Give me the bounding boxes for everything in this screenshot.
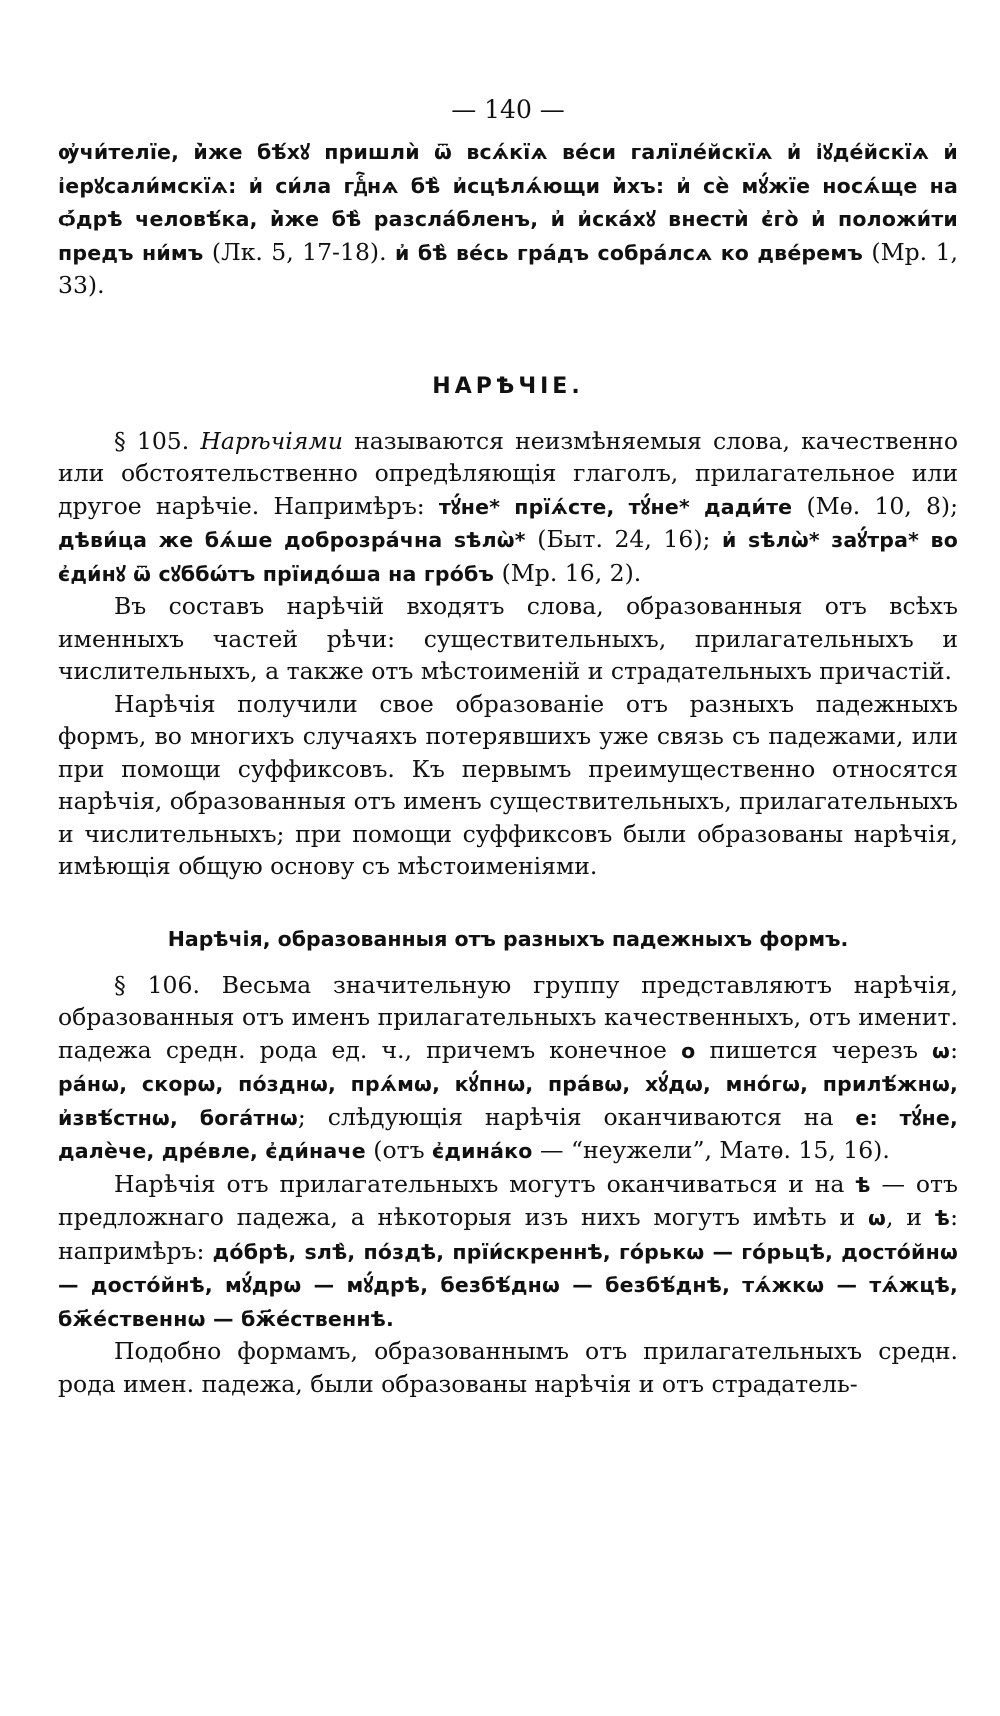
text: , и <box>885 1203 935 1231</box>
section-title: НАРѢЧІЕ. <box>432 373 584 399</box>
text: — “неужели”, Матѳ. 15, 16). <box>532 1136 890 1164</box>
paragraph-106-endings <box>58 1168 958 1336</box>
text: — отъ предложнаго падежа, а нѣкоторыя изъ нихъ могутъ имѣть и <box>58 1169 958 1231</box>
text: пишется черезъ <box>695 1035 933 1064</box>
subsection-title: Нарѣчія, образованныя отъ разныхъ падежныхъ формъ. <box>167 926 849 951</box>
term: Нарѣчіями <box>200 426 343 455</box>
text: называются неизмѣняемыя слова, качественно или обстоятельственно опредѣляющія глаголъ, прилагательное или другое нарѣчіе. Напримѣръ: <box>58 426 958 520</box>
reference: (Мр. 16, 2). <box>494 558 642 587</box>
church-slavonic-letter: ѡ <box>867 1206 886 1230</box>
reference: (Мѳ. 10, 8); <box>792 491 958 520</box>
text: : <box>950 1035 958 1064</box>
intro-paragraph <box>58 135 958 302</box>
church-slavonic-text: и҆ ѕѣлѡ̀* заꙋ́тра* во є҆ди́нꙋ ѿ сꙋббѡ́тъ прїидо́ша на гро́бъ <box>58 528 958 586</box>
page-number: — 140 — <box>451 95 565 124</box>
reference: (Лк. 5, 17-18). <box>203 237 395 266</box>
church-slavonic-letter: о <box>681 1038 696 1063</box>
church-slavonic-text: є҆дина́ко <box>432 1139 533 1163</box>
paragraph-106-passive: Подобно формамъ, образованнымъ отъ прилагательныхъ средн. рода имен. падежа, были образованы нарѣчія и отъ страдатель- <box>58 1337 958 1398</box>
text: § 106. Весьма значительную группу представляютъ нарѣчія, образованныя отъ именъ прилагательныхъ качественныхъ, отъ именит. падежа средн. рода ед. ч., причемъ конечное <box>58 970 958 1064</box>
text: (отъ <box>365 1136 433 1164</box>
church-slavonic-letter: ѣ <box>934 1206 951 1230</box>
church-slavonic-text: дѣви́ца же бѧ́ше доброзра́чна ѕѣлѡ̀* <box>58 528 526 552</box>
church-slavonic-text: ра́нѡ, скорѡ, по́зднѡ, прѧ́мѡ, кꙋ́пнѡ, пра́вѡ, хꙋ́дѡ, мно́гѡ, прилѣ́жнѡ, и҆звѣ́стнѡ, бога́тнѡ <box>58 1072 958 1130</box>
church-slavonic-text: е: тꙋ́не, далѐче, дре́вле, є҆ди́наче <box>58 1105 958 1163</box>
text: ; слѣдующія нарѣчія оканчиваются на <box>297 1102 856 1131</box>
reference: (Быт. 24, 16); <box>525 525 722 553</box>
text: : напримѣръ: <box>58 1203 958 1265</box>
reference: (Мр. 1, 33). <box>58 237 958 299</box>
paragraph-105 <box>58 425 958 591</box>
paragraph-106 <box>58 969 958 1168</box>
text: Нарѣчія отъ прилагательныхъ могутъ оканчиваться и на <box>114 1169 856 1198</box>
paragraph-105-formation: Нарѣчія получили свое образованіе отъ разныхъ падежныхъ формъ, во многихъ случаяхъ потерявшихъ уже связь съ падежами, или при помощи суффиксовъ. Къ первымъ преимущественно относятся нарѣчія, образованныя отъ именъ существительныхъ, прилагательныхъ и числительныхъ; при помощи суффиксовъ были образованы нарѣчія, имѣющія общую основу съ мѣстоименіями. <box>58 689 958 880</box>
church-slavonic-text: ѹ҆чи́телїе, и҆̀же бѣ́хꙋ пришлѝ ѿ всѧ́кїѧ ве́си галїле́йскїѧ и҆ і҆ꙋде́йскїѧ и҆ і҆ерꙋсали́мскїѧ: и҆ си́ла гдⷭ҇нѧ бѣ̀ и҆сцѣлѧ́ющи и҆̀хъ: и҆ сѐ мꙋ́жїе носѧ́ще на ѻ҆́дрѣ человѣ́ка, и҆̀же бѣ̀ разсла́бленъ, и҆ и҆ска́хꙋ внестѝ є҆го̀ и҆ положи́ти предъ ни́мъ <box>58 140 958 265</box>
church-slavonic-letter: ѣ <box>855 1172 871 1197</box>
church-slavonic-text: и҆ бѣ̀ ве́сь гра́дъ собра́лсѧ ко две́ремъ <box>394 240 863 265</box>
church-slavonic-letter: ѡ <box>932 1038 951 1063</box>
church-slavonic-text: до́брѣ, ѕлѣ̀, по́здѣ, прїи́скреннѣ, го́рькѡ — го́рьцѣ, досто́йнѡ — досто́йнѣ, мꙋ́дрѡ — мꙋ́дрѣ, безбѣ́днѡ — безбѣ́днѣ, тѧ́жкѡ — тѧ́жцѣ, бж҃е́ственнѡ — бж҃е́ственнѣ. <box>58 1239 958 1331</box>
page <box>58 0 958 1400</box>
section-number: § 105. <box>114 426 201 455</box>
paragraph-105-composition: Въ составъ нарѣчій входятъ слова, образованныя отъ всѣхъ именныхъ частей рѣчи: существительныхъ, прилагательныхъ и числительныхъ, а также отъ мѣстоименій и страдательныхъ причастій. <box>58 592 958 685</box>
church-slavonic-text: тꙋ́не* прїѧ́сте, тꙋ́не* дади́те <box>438 494 793 519</box>
